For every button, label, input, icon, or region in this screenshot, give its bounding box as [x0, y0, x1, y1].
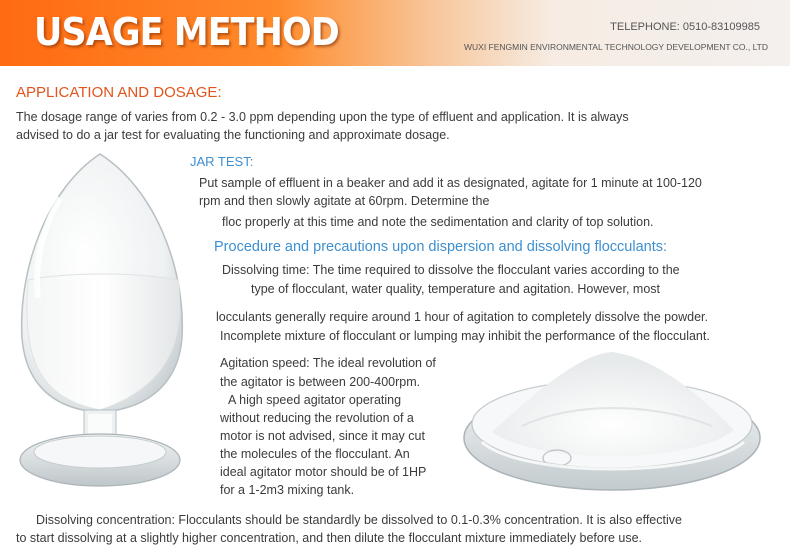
flask-powder-image	[8, 148, 194, 498]
jar-test-line-3: floc properly at this time and note the sedimentation and clarity of top solution.	[222, 215, 654, 229]
agitation-line-2: the agitator is between 200-400rpm.	[220, 375, 421, 389]
company-name: WUXI FENGMIN ENVIRONMENTAL TECHNOLOGY DEVELOPMENT CO., LTD	[464, 42, 768, 52]
header-banner	[0, 0, 790, 66]
dissolving-time-line-3: locculants generally require around 1 hour of agitation to completely dissolve the powder.	[216, 310, 708, 324]
agitation-line-6: the molecules of the flocculant. An	[220, 447, 410, 461]
dissolving-time-line-4: Incomplete mixture of flocculant or lumping may inhibit the performance of the flocculant.	[220, 329, 710, 343]
petri-dish-illustration	[462, 346, 766, 494]
dissolving-time-line-1: Dissolving time: The time required to dissolve the flocculant varies according to the	[222, 263, 680, 277]
application-line-1: The dosage range of varies from 0.2 - 3.0 ppm depending upon the type of effluent and application. It is always	[16, 110, 629, 124]
agitation-line-8: for a 1-2m3 mixing tank.	[220, 483, 355, 497]
jar-test-line-1: Put sample of effluent in a beaker and add it as designated, agitate for 1 minute at 100-120	[199, 176, 702, 190]
agitation-line-1: Agitation speed: The ideal revolution of	[220, 356, 436, 370]
application-line-2: advised to do a jar test for evaluating the functioning and approximate dosage.	[16, 128, 450, 142]
application-title: APPLICATION AND DOSAGE:	[16, 84, 222, 101]
procedure-title: Procedure and precautions upon dispersion and dissolving flocculants:	[214, 239, 668, 255]
telephone-text: TELEPHONE: 0510-83109985	[610, 21, 760, 33]
banner-title: USAGE METHOD	[34, 10, 339, 54]
flask-illustration	[8, 148, 194, 498]
dissolving-time-line-2: type of flocculant, water quality, temperature and agitation. However, most	[251, 282, 661, 296]
agitation-line-7: ideal agitator motor should be of 1HP	[220, 465, 427, 479]
jar-test-title: JAR TEST:	[190, 154, 254, 169]
petri-dish-powder-image	[462, 346, 766, 494]
jar-test-line-2: rpm and then slowly agitate at 60rpm. Determine the	[199, 194, 490, 208]
agitation-line-5: motor is not advised, since it may cut	[220, 429, 425, 443]
concentration-line-2: to start dissolving at a slightly higher concentration, and then dilute the flocculant mixture immediately before use.	[16, 531, 643, 545]
agitation-line-3: A high speed agitator operating	[228, 393, 402, 407]
agitation-line-4: without reducing the revolution of a	[220, 411, 414, 425]
concentration-line-1: Dissolving concentration: Flocculants should be standardly be dissolved to 0.1-0.3% concentration. It is also effective	[36, 513, 682, 527]
